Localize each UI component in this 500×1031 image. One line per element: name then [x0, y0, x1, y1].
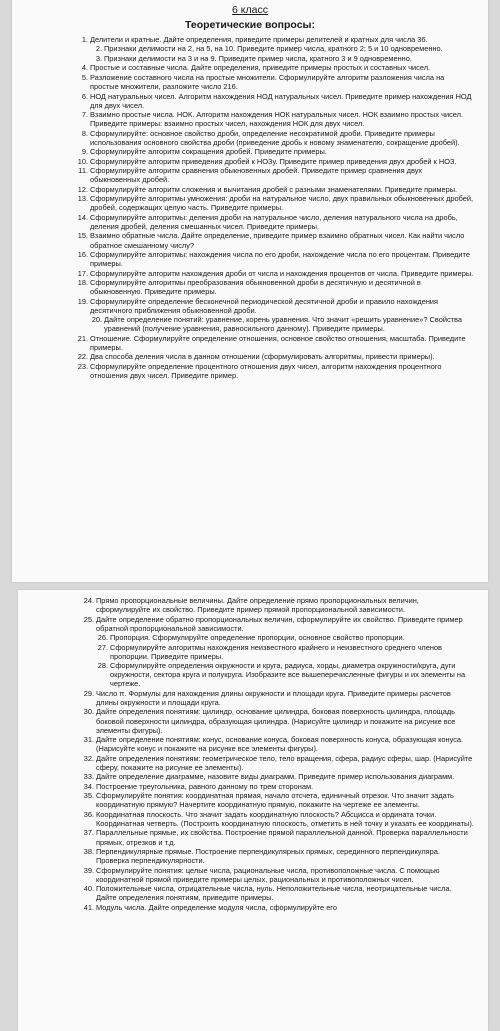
worksheet-page-1 [12, 0, 488, 582]
question-text: Сформулируйте алгоритм сравнения обыкновенных дробей. Приведите пример сравнения двух обыкновенных дробей. [90, 166, 423, 185]
question-text: Дайте определение понятий: уравнение, корень уравнения. Что значит «решить уравнение»? Свойства уравнений (получение уравнения, равносильного данному). Приведите примеры. [104, 315, 462, 334]
question-number: 30. [83, 707, 94, 717]
question-item [77, 352, 474, 362]
question-item [96, 643, 474, 661]
question-text: Дайте определение диаграмме, назовите виды диаграмм. Приведите пример использования диаграмм. [96, 772, 455, 782]
question-item [90, 54, 474, 63]
question-text: Прямо пропорциональные величины. Дайте определение прямо пропорциональных величин, сформулируйте их свойство. Приведите пример прямой пропорциональной зависимости. [96, 596, 419, 615]
question-text: Параллельные прямые, их свойства. Построение прямой параллельной данной. Проверка параллельности прямых, отрезков и т.д. [96, 828, 468, 847]
question-item [77, 156, 474, 166]
question-text: Сформулируйте алгоритмы преобразования обыкновенной дроби в десятичную и десятичной в обыкновенную. Приведите примеры. [90, 278, 421, 297]
question-item [83, 772, 474, 782]
question-item [83, 688, 474, 707]
question-item [77, 184, 474, 194]
question-number: 11. [78, 166, 88, 176]
question-number: 4. [81, 63, 88, 73]
question-item [83, 791, 474, 810]
question-number: 40. [83, 884, 94, 894]
question-number: 19. [77, 296, 88, 306]
question-item [83, 781, 474, 791]
question-item [83, 735, 474, 754]
question-text: Сформулируйте алгоритм нахождения дроби от числа и нахождения процентов от числа. Приведите примеры. [90, 268, 474, 278]
question-item [83, 847, 474, 866]
question-item [90, 315, 474, 333]
question-text: Отношение. Сформулируйте определение отношения, основное свойство отношения, масштаба. Приведите примеры. [90, 333, 466, 352]
question-text: Число π. Формулы для нахождения длины окружности и площади круга. Приведите примеры расчетов длины окружности и площади круга. [96, 688, 451, 707]
question-number: 17. [77, 268, 88, 278]
question-text: Сформулируйте алгоритмы умножения: дроби на натуральное число, двух правильных обыкновенных дробей, дробей, содержащих целую часть. Приведите примеры. [90, 194, 474, 213]
question-text: Сформулируйте алгоритмы: деления дроби на натуральное число, деления натурального числа на дробь, деления дробей, деления смешанных чисел. Приведите примеры. [90, 212, 458, 231]
question-item [77, 296, 474, 315]
question-number: 13. [77, 194, 88, 204]
question-text: Сформулируйте определение бесконечной периодической десятичной дроби и правило нахождения десятичного приближения обыкновенной дроби. [90, 296, 439, 315]
question-text: Сформулируйте алгоритм сокращения дробей. Приведите примеры. [90, 147, 327, 157]
question-item [81, 91, 474, 110]
question-text: Сформулируйте алгоритм приведения дробей к НОЗу. Приведите пример приведения двух дробей к НОЗ. [90, 156, 457, 166]
question-number: 10. [77, 156, 88, 166]
question-item [77, 194, 474, 213]
question-item [77, 212, 474, 231]
question-text: Сформулируйте алгоритм сложения и вычитания дробей с разными знаменателями. Приведите примеры. [90, 184, 458, 194]
question-number: 23. [77, 361, 88, 371]
section-heading: Теоретические вопросы: [184, 19, 316, 31]
question-item [78, 166, 474, 185]
question-text: Сформулируйте: основное свойство дроби, определение несократимой дроби. Приведите примеры использования основного свойства дроби (приведение дробь к новому знаменателю, сокращение дробей). [90, 128, 460, 147]
question-number: 26. [97, 633, 108, 643]
question-number: 27. [97, 642, 108, 652]
question-item [77, 250, 474, 269]
question-number: 22. [77, 352, 88, 362]
question-text: Модуль числа. Дайте определение модуля числа, сформулируйте его [96, 902, 337, 912]
question-item [81, 110, 474, 129]
question-item [90, 44, 474, 53]
question-item [83, 902, 474, 912]
question-number: 28. [97, 661, 108, 671]
question-text: Сформулируйте алгоритмы: нахождения числа по его дроби, нахождение числа по его процентам. Приведите примеры. [90, 250, 470, 269]
question-text: Перпендикулярные прямые. Построение перпендикулярных прямых, серединного перпендикуляра. Проверка перпендикулярности. [96, 847, 440, 866]
question-number: 36. [83, 809, 94, 819]
question-text: Дайте определения понятиям: цилиндр, основание цилиндра, боковая поверхность цилиндра, площадь боковой поверхности цилиндра, образующая цилиндра. (Нарисуйте цилиндр и покажите на рисунке все элементы фигуры). [96, 707, 456, 735]
question-number: 34. [83, 781, 94, 791]
question-text: Дайте определения понятиям: геометрическое тело, тело вращения, сфера, радиус сферы, шар. (Нарисуйте сферу, покажите на рисунке ее элементы). [96, 753, 473, 772]
question-number: 18. [77, 278, 88, 288]
question-text: Дайте определение понятиям: конус, основание конуса, боковая поверхность конуса, образующая конуса. (Нарисуйте конус и покажите на рисунке все элементы фигуры). [96, 735, 464, 754]
question-item [83, 884, 474, 903]
question-number: 12. [77, 184, 88, 194]
question-text: Признаки делимости на 3 и на 9. Приведите пример числа, кратного 3 и 9 одновременно. [104, 53, 412, 63]
question-number: 20. [91, 315, 102, 325]
question-number: 33. [83, 772, 94, 782]
question-text: Взаимно простые числа. НОК. Алгоритм нахождения НОК натуральных чисел. НОК взаимно простых чисел. Приведите примеры: взаимно простых чисел, нахождения НОК для двух чисел. [90, 110, 464, 129]
question-item [96, 633, 474, 642]
question-item [81, 63, 474, 73]
question-text: Построение треугольника, равного данному по трем сторонам. [96, 781, 314, 791]
question-number: 25. [83, 614, 94, 624]
question-item [81, 147, 474, 157]
question-text: Сформулируйте алгоритмы нахождения неизвестного крайнего и неизвестного среднего членов пропорции. Приведите примеры. [110, 642, 442, 661]
question-text: Простые и составные числа. Дайте определения, приведите примеры простых и составных чисел. [90, 63, 431, 73]
question-text: Сформулируйте понятия: целые числа, рациональные числа, противоположные числа. С помощью координатной прямой приведите примеры целых, рациональных и противоположных чисел. [96, 865, 440, 884]
question-number: 39. [83, 865, 94, 875]
question-item [77, 361, 474, 380]
question-text: Положительные числа, отрицательные числа, нуль. Неположительные числа, неотрицательные числа. Дайте определения понятиям, приведите примеры. [96, 884, 452, 903]
question-item [83, 865, 474, 884]
question-number: 14. [77, 212, 88, 222]
question-text: Сформулируйте определения окружности и круга, радиуса, хорды, диаметра окружности/круга, дуги окружности, сектора круга и полукруга. Изобразите все вышеперечисленные фигуры и их элементы на чертеже. [110, 661, 466, 689]
question-item [83, 753, 474, 772]
question-number: 8. [81, 128, 88, 138]
question-text: Делители и кратные. Дайте определения, приведите примеры делителей и кратных для числа 36. [90, 35, 428, 44]
grade-title: 6 класс [232, 4, 268, 16]
question-number: 3. [95, 53, 102, 63]
question-item [83, 707, 474, 735]
question-number: 1. [81, 35, 88, 44]
question-number: 16. [77, 250, 88, 260]
question-number: 24. [83, 596, 94, 605]
question-number: 35. [83, 791, 94, 801]
question-number: 7. [81, 110, 88, 120]
question-number: 21. [77, 333, 88, 343]
question-text: Два способа деления числа в данном отношении (сформулировать алгоритмы, привести примеры). [90, 352, 435, 362]
question-item [81, 35, 474, 44]
question-number: 2. [95, 44, 102, 54]
question-item [83, 596, 474, 615]
question-text: Дайте определение обратно пропорциональных величин, сформулируйте их свойство. Приведите пример обратной пропорциональной зависимости. [96, 614, 463, 633]
question-number: 6. [81, 91, 88, 101]
question-text: Сформулируйте определение процентного отношения двух чисел, алгоритм нахождения процентного отношения двух чисел. Приведите пример. [90, 361, 442, 380]
question-number: 38. [83, 847, 94, 856]
question-item [77, 268, 474, 278]
question-text: Сформулируйте понятия: координатная прямая, начало отсчета, единичный отрезок. Что значит задать координатную прямую? Начертите координатную прямую, покажите на чертеже ее элементы. [96, 791, 454, 810]
question-text: Координатная плоскость. Что значит задать координатную плоскость? Абсцисса и ордината точки. Координатная четверть. (Построить координатную плоскость, отметить в ней точку и указать ее координаты). [96, 809, 474, 828]
question-number: 5. [81, 72, 88, 82]
question-number: 32. [83, 753, 94, 763]
question-item [77, 333, 474, 352]
question-number: 37. [83, 828, 94, 838]
question-number: 41. [83, 902, 94, 912]
question-number: 9. [81, 147, 88, 157]
question-item [77, 231, 474, 250]
question-item [96, 661, 474, 688]
question-list-2 [18, 590, 488, 912]
question-text: НОД натуральных чисел. Алгоритм нахождения НОД натуральных чисел. Приведите пример нахождения НОД для двух чисел. [90, 91, 472, 110]
question-item [81, 128, 474, 147]
question-item [83, 614, 474, 633]
question-item [77, 278, 474, 297]
question-text: Пропорция. Сформулируйте определение пропорции, основное свойство пропорции. [110, 633, 405, 643]
question-number: 15. [77, 231, 88, 241]
question-item [81, 72, 474, 92]
question-item [83, 809, 474, 828]
question-text: Разложение составного числа на простые множители. Сформулируйте алгоритм разложения числа на простые множители, разложите число 216. [90, 72, 445, 92]
question-text: Взаимно обратные числа. Дайте определение, приведите пример взаимно обратных чисел. Как найти число обратное смешанному числу? [90, 231, 465, 250]
question-number: 29. [83, 688, 94, 698]
question-text: Признаки делимости на 2, на 5, на 10. Приведите пример числа, кратного 2; 5 и 10 одновременно. [104, 44, 443, 54]
question-number: 31. [83, 735, 94, 745]
worksheet-page-2 [18, 590, 488, 1031]
question-list-1 [12, 35, 488, 380]
question-item [83, 828, 474, 847]
